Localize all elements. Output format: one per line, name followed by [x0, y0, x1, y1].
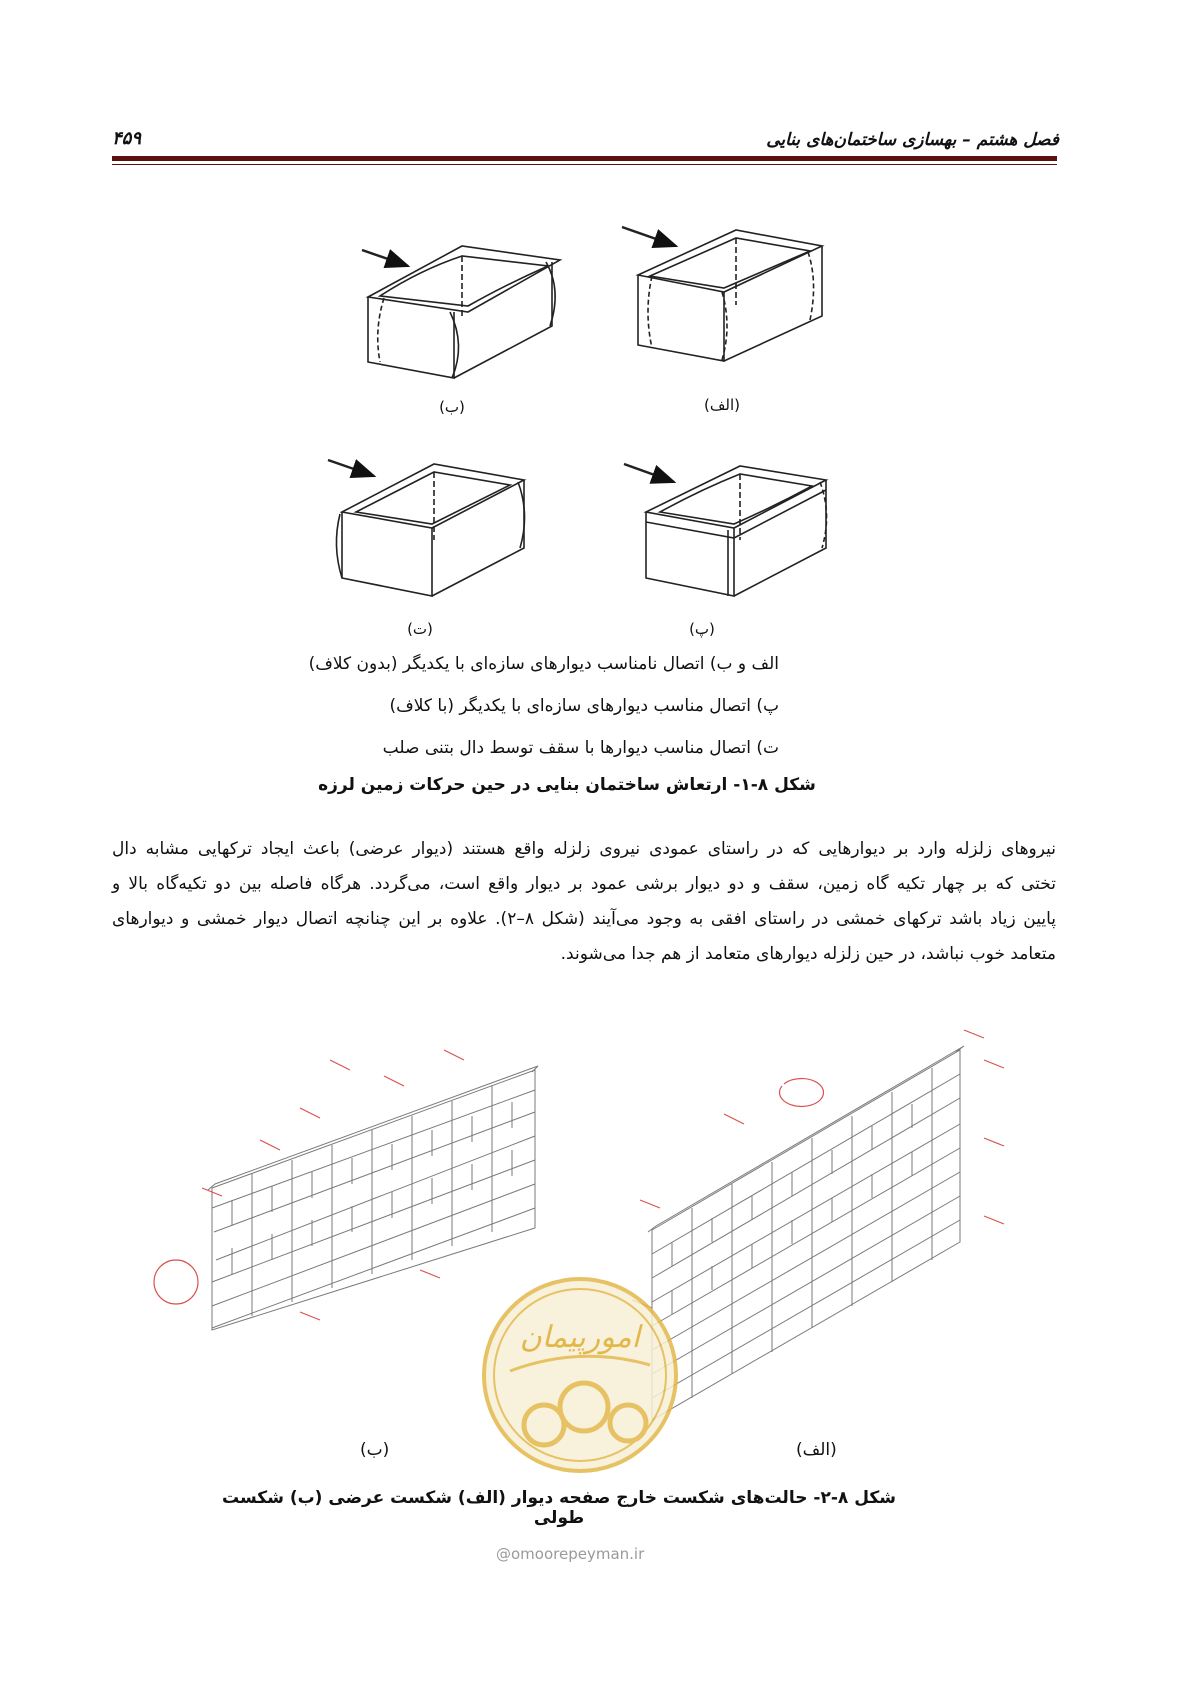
panel-label-alef: (الف): [704, 396, 740, 414]
legend-line-3: ت) اتصال مناسب دیوارها با سقف توسط دال بتنی صلب: [382, 738, 779, 758]
page-number: ۴۵۹: [112, 128, 142, 149]
figure2-label-be: (ب): [360, 1440, 390, 1460]
box-diagram-te: [328, 460, 525, 596]
legend-line-1: الف و ب) اتصال نامناسب دیوارهای سازه‌ای با یکدیگر (بدون کلاف): [308, 654, 779, 674]
paragraph-line: تختی که بر چهار تکیه گاه زمین، سقف و دو دیوار برشی عمود بر دیوار واقع است، می‌گردد. هرگاه فاصله بین دو تکیه‌گاه بالا و: [112, 874, 1056, 894]
paragraph-line: نیروهای زلزله وارد بر دیوارهایی که در راستای عمودی نیروی زلزله واقع هستند (دیوار عرضی) باعث ایجاد ترکهایی مشابه دال: [112, 839, 1056, 859]
paragraph-line: پایین زیاد باشد ترکهای خمشی در راستای افقی به وجود می‌آیند (شکل ۸–۲). علاوه بر این چنانچه اتصال دیوار خمشی و دیوارهای: [112, 909, 1057, 929]
box-diagram-be: [362, 246, 560, 378]
brick-wall-alef: [648, 1046, 964, 1420]
paragraph-line: متعامد خوب نباشد، در حین زلزله دیوارهای متعامد از هم جدا می‌شوند.: [560, 944, 1056, 964]
chapter-title: فصل هشتم – بهسازی ساختمان‌های بنایی: [766, 130, 1059, 150]
panel-label-te: (ت): [407, 620, 433, 638]
figure2-caption: شکل ۸-۲- حالت‌های شکست خارج صفحه دیوار (الف) شکست عرضی (ب) شکست طولی: [222, 1488, 896, 1528]
panel-label-be: (ب): [439, 398, 465, 416]
watermark-site: @omoorepeyman.ir: [496, 1545, 645, 1563]
watermark-logo: [480, 1275, 680, 1475]
box-diagram-pe: [624, 464, 827, 596]
watermark-logo-text: امورپیمان: [519, 1320, 640, 1355]
figure2-label-alef: (الف): [796, 1440, 837, 1460]
legend-line-2: پ) اتصال مناسب دیوارهای سازه‌ای با یکدیگر (با کلاف): [389, 696, 779, 716]
figure1-drawing: [0, 0, 1191, 660]
figure1-caption: شکل ۸-۱- ارتعاش ساختمان بنایی در حین حرکات زمین لرزه: [318, 775, 816, 795]
panel-label-pe: (پ): [689, 620, 715, 638]
body-paragraph: [112, 832, 1056, 972]
box-diagram-alef: [622, 227, 822, 361]
